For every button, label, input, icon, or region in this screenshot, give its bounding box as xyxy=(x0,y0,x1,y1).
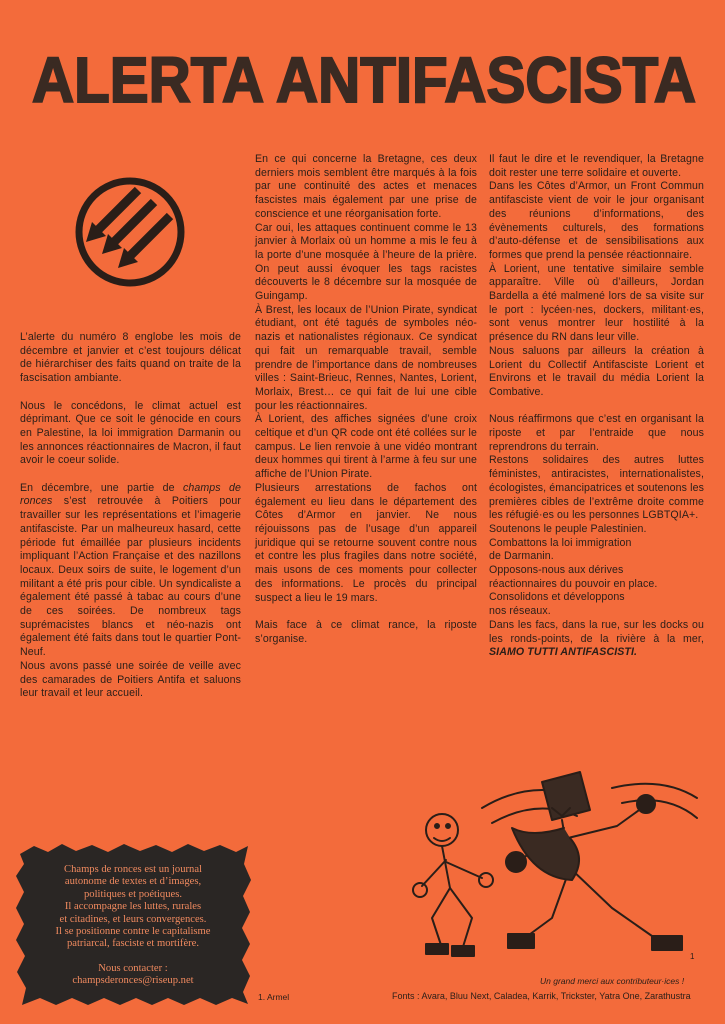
col3-slogan: réactionnaires du pouvoir en place. xyxy=(489,577,658,590)
about-box xyxy=(14,842,252,1007)
illustration-credit: 1. Armel xyxy=(258,992,290,1002)
column-1 xyxy=(20,331,241,715)
col2-paragraph: Mais face à ce climat rance, la riposte s’organise. xyxy=(255,618,477,645)
about-line: Champs de ronces est un journal xyxy=(64,864,202,875)
column-3 xyxy=(489,153,704,660)
about-line: Il accompagne les luttes, rurales xyxy=(64,901,202,913)
col2-paragraph: Plusieurs arrestations de fachos ont également eu lieu dans le département des Côtes d’Armor en janvier. Ne nous réjouissons pas de l’usage d’un appareil juridique qui se retourne souvent contre nous et contre les plus fragiles dans notre société, mais usons de ces moments pour collecter des informations. Le procès du principal suspect a lieu le 19 mars. xyxy=(255,481,477,604)
col3-slogan: Combattons la loi immigration xyxy=(489,536,632,549)
col3-paragraph: À Lorient, une tentative similaire semble apparaître. Ville où d’ailleurs, Jordan Bardella a été malmené lors de sa visite sur le port : lycéen·nes, dockers, militant·es, sont venus montrer leur hostilité à la présence du RN dans leur ville. xyxy=(489,262,704,344)
about-line: politiques et poétiques. xyxy=(84,888,182,900)
col2-paragraph: À Brest, les locaux de l’Union Pirate, syndicat étudiant, ont été tagués de symboles néo-nazis et nationalistes régionaux. Ce syndicat qui fait un remarquable travail, semble prendre de l’importance dans de nombreuses villes : Saint-Brieuc, Rennes, Nantes, Lorient, Morlaix, Brest… ce qui fait de lui une cible pour les réactionnaires. xyxy=(255,303,477,412)
column-2 xyxy=(255,153,477,660)
col2-paragraph: En ce qui concerne la Bretagne, ces deux derniers mois semblent être marqués à la fois par une continuité des actes et menaces fascistes mais également par une prise de conscience et une réorganisation forte. xyxy=(255,153,477,220)
col3-paragraph: Il faut le dire et le revendiquer, la Bretagne doit rester une terre solidaire et ouverte. xyxy=(489,153,704,179)
col1-paragraph: En décembre, une partie de champs de ronces s’est retrouvée à Poitiers pour travailler sur les représentations et l’imagerie antifasciste. Par un malheureux hasard, cette période fut émaillée par plusieurs incidents impliquant l’Action Française et des nazillons locaux. Deux soirs de suite, le logement d’un militant a été pris pour cible. Un syndicaliste a également été passé à tabac au cours d’une de ces soirées. De nombreux tags suprémacistes blancs et néo-nazis ont également été faits dans tout le quartier Pont-Neuf. xyxy=(20,481,241,659)
col2-paragraph: À Lorient, des affiches signées d’une croix celtique et d’un QR code ont été collées sur le campus. Le lien renvoie à une vidéo montrant deux hommes qui tirent à l’arme à feu sur une affiche de l’Union Pirate. xyxy=(255,413,477,481)
col3-slogan: Consolidons et développons xyxy=(489,591,625,604)
page-title-text: ALERTA ANTIFASCISTA xyxy=(32,44,696,116)
col3-paragraph: Dans les facs, dans la rue, sur les docks ou les ronds-points, de la rivière à la mer, SIAMO TUTTI ANTIFASCISTI. xyxy=(489,618,704,659)
col3-paragraph: Nous saluons par ailleurs la création à Lorient du Collectif Antifasciste Lorient et Environs et le travail du média Lorient la Combative. xyxy=(489,344,704,398)
col3-slogan: de Darmanin. xyxy=(489,550,554,563)
col2-paragraph: Car oui, les attaques continuent comme le 13 janvier à Morlaix où un homme a mis le feu à la porte d’une mosquée à l’heure de la prière. On peut aussi évoquer les tags racistes découverts le 8 décembre sur la mosquée de Guingamp. xyxy=(255,221,477,303)
about-line: patriarcal, fasciste et mortifère. xyxy=(66,938,200,950)
contact-email[interactable]: champsderonces@riseup.net xyxy=(72,975,194,987)
thanks-note: Un grand merci aux contributeur·ices ! xyxy=(540,976,685,986)
col3-paragraph: Dans les Côtes d’Armor, un Front Commun antifasciste vient de voir le jour organisant des réunions d’informations, des évènements culturels, des formations d’auto-défense et de sensibilisations aux formes que prend la pensée réactionnaire. xyxy=(489,180,704,261)
about-line: autonome de textes et d’images, xyxy=(64,876,202,888)
champs-de-ronces-mention: champs de ronces xyxy=(20,481,241,508)
three-arrows-icon xyxy=(70,172,190,292)
col3-paragraph: Restons solidaires des autres luttes féministes, antiracistes, internationalistes, écologistes, émancipatrices et soutenons les premières cibles de l’extrême droite comme les réfugié·es ou les personnes LGBTQIA+. xyxy=(489,454,704,522)
col3-paragraph: Nous réaffirmons que c’est en organisant la riposte et par l’entraide que nous reprendrons du terrain. xyxy=(489,413,704,453)
col1-paragraph: Nous le concédons, le climat actuel est déprimant. Que ce soit le génocide en cours en Palestine, la loi immigration Darmanin ou les annonces réactionnaires de Macron, il faut avoir le coeur solide. xyxy=(20,399,241,467)
fonts-credit: Fonts : Avara, Bluu Next, Caladea, Karrik, Trickster, Yatra One, Zarathustra xyxy=(392,991,691,1001)
page-number: 1 xyxy=(690,952,695,961)
siamo-tutti-antifascisti: SIAMO TUTTI ANTIFASCISTI. xyxy=(489,646,638,659)
page-title xyxy=(28,38,700,118)
about-line: Il se positionne contre le capitalisme xyxy=(55,926,211,938)
col3-slogan: Soutenons le peuple Palestinien. xyxy=(489,522,647,535)
about-line: et citadines, et leurs convergences. xyxy=(59,913,207,925)
antifa-kick-illustration xyxy=(412,768,702,968)
col1-paragraph: Nous avons passé une soirée de veille avec des camarades de Poitiers Antifa et saluons leur travail et leur accueil. xyxy=(20,659,241,700)
col3-slogan: Opposons-nous aux dérives xyxy=(489,564,624,577)
col3-slogan: nos réseaux. xyxy=(489,605,551,618)
contact-label: Nous contacter : xyxy=(98,962,168,974)
col1-paragraph: L’alerte du numéro 8 englobe les mois de décembre et janvier et c’est toujours délicat de hiérarchiser des faits quand on traite de la fascisation ambiante. xyxy=(20,331,241,385)
